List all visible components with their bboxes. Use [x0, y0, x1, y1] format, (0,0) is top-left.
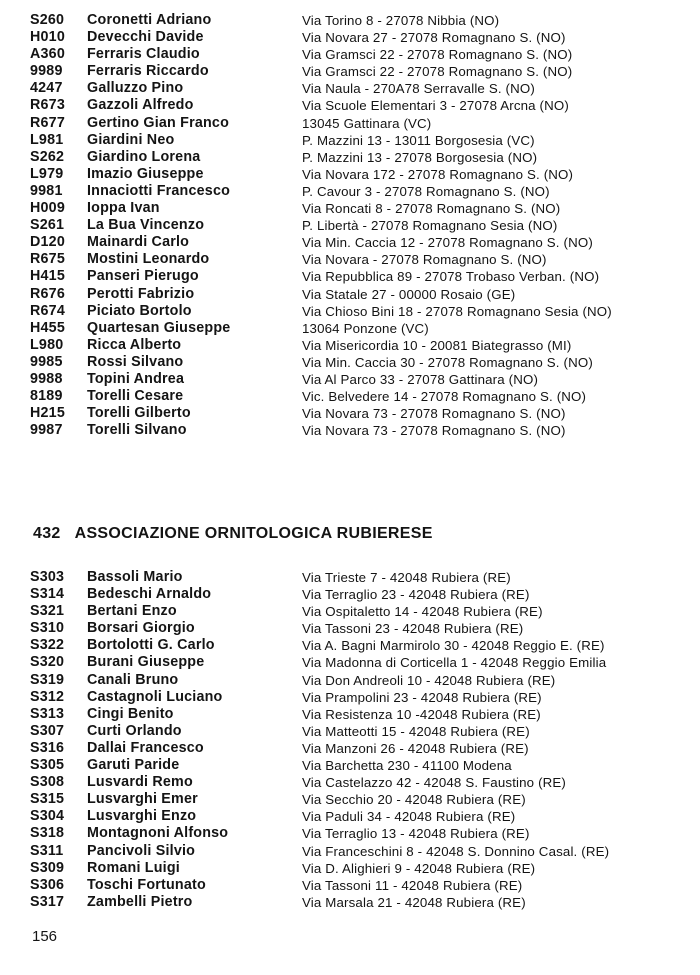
member-code: L980 [30, 336, 64, 353]
member-name: Canali Bruno [87, 671, 179, 688]
member-name: Lusvarghi Enzo [87, 808, 197, 825]
member-name: Ferraris Riccardo [87, 63, 209, 80]
member-code: S309 [30, 859, 65, 876]
member-name: Bertani Enzo [87, 603, 177, 620]
member-row [0, 843, 700, 860]
member-address: Via Tassoni 23 - 42048 Rubiera (RE) [302, 621, 524, 637]
member-address: Via Paduli 34 - 42048 Rubiera (RE) [302, 809, 516, 825]
member-address: Via Franceschini 8 - 42048 S. Donnino Casal. (RE) [302, 843, 610, 859]
member-address: Via Novara 73 - 27078 Romagnano S. (NO) [302, 406, 566, 422]
member-code: H455 [30, 319, 65, 336]
member-row [0, 860, 700, 877]
member-name: Galluzzo Pino [87, 80, 184, 97]
member-row [0, 877, 700, 894]
member-name: Giardino Lorena [87, 148, 201, 165]
member-row [0, 200, 700, 217]
member-address: Via Gramsci 22 - 27078 Romagnano S. (NO) [302, 64, 573, 80]
member-row [0, 603, 700, 620]
member-name: Coronetti Adriano [87, 12, 212, 28]
member-name: Gertino Gian Franco [87, 114, 230, 131]
member-name: Zambelli Pietro [87, 893, 193, 910]
member-row [0, 63, 700, 80]
member-code: R677 [30, 114, 65, 131]
member-address: Via Torino 8 - 27078 Nibbia (NO) [302, 13, 500, 28]
member-name: Torelli Gilberto [87, 405, 191, 422]
member-row [0, 132, 700, 149]
member-row [0, 183, 700, 200]
member-address: Via Trieste 7 - 42048 Rubiera (RE) [302, 570, 511, 585]
member-name: Toschi Fortunato [87, 876, 206, 893]
member-code: S310 [30, 620, 65, 637]
member-name: Bedeschi Arnaldo [87, 586, 212, 603]
member-code: S262 [30, 148, 65, 165]
member-row [0, 268, 700, 285]
member-name: Perotti Fabrizio [87, 285, 195, 302]
member-name: Lusvardi Remo [87, 774, 193, 791]
member-row [0, 689, 700, 706]
member-address: Via Barchetta 230 - 41100 Modena [302, 758, 512, 774]
member-row [0, 791, 700, 808]
member-name: Torelli Cesare [87, 388, 184, 405]
member-row [0, 825, 700, 842]
member-row [0, 251, 700, 268]
member-address: Via Chioso Bini 18 - 27078 Romagnano Sesia (NO) [302, 303, 612, 319]
member-code: S314 [30, 586, 65, 603]
member-address: Via Terraglio 23 - 42048 Rubiera (RE) [302, 587, 530, 603]
member-row [0, 620, 700, 637]
member-name: Cingi Benito [87, 705, 174, 722]
member-address: Vic. Belvedere 14 - 27078 Romagnano S. (NO) [302, 389, 587, 405]
member-address: P. Cavour 3 - 27078 Romagnano S. (NO) [302, 183, 550, 199]
member-code: S318 [30, 825, 65, 842]
member-name: Curti Orlando [87, 722, 182, 739]
member-code: L979 [30, 165, 64, 182]
member-code: S307 [30, 722, 65, 739]
member-name: Gazzoli Alfredo [87, 97, 194, 114]
member-code: S313 [30, 705, 65, 722]
member-name: La Bua Vincenzo [87, 217, 205, 234]
member-row [0, 354, 700, 371]
member-row [0, 405, 700, 422]
member-name: Devecchi Davide [87, 29, 204, 46]
member-code: S261 [30, 217, 65, 234]
member-row [0, 217, 700, 234]
member-row [0, 337, 700, 354]
member-row [0, 320, 700, 337]
member-code: S315 [30, 791, 65, 808]
member-code: R675 [30, 251, 65, 268]
member-code: 9988 [30, 370, 63, 387]
member-code: S304 [30, 808, 65, 825]
member-name: Bassoli Mario [87, 569, 183, 585]
member-code: 4247 [30, 80, 63, 97]
member-code: 9989 [30, 63, 63, 80]
member-code: S320 [30, 654, 65, 671]
member-row [0, 286, 700, 303]
member-code: S308 [30, 774, 65, 791]
member-address: Via Don Andreoli 10 - 42048 Rubiera (RE) [302, 672, 556, 688]
member-address: Via Repubblica 89 - 27078 Trobaso Verban. (NO) [302, 269, 600, 285]
member-code: S306 [30, 876, 65, 893]
member-code: S312 [30, 688, 65, 705]
member-address: Via Novara - 27078 Romagnano S. (NO) [302, 252, 547, 268]
page-number: 156 [32, 928, 58, 945]
member-address: Via Terraglio 13 - 42048 Rubiera (RE) [302, 826, 530, 842]
member-code: R673 [30, 97, 65, 114]
member-name: Giardini Neo [87, 131, 175, 148]
member-row [0, 774, 700, 791]
member-list-bottom [0, 569, 700, 911]
member-row [0, 166, 700, 183]
member-row [0, 757, 700, 774]
member-row [0, 97, 700, 114]
member-address: Via Min. Caccia 30 - 27078 Romagnano S. (NO) [302, 354, 593, 370]
member-name: Burani Giuseppe [87, 654, 205, 671]
member-name: Quartesan Giuseppe [87, 319, 231, 336]
member-row [0, 740, 700, 757]
member-code: S260 [30, 12, 65, 28]
member-address: Via Scuole Elementari 3 - 27078 Arcna (NO) [302, 98, 569, 114]
member-code: 8189 [30, 388, 63, 405]
member-address: Via Novara 172 - 27078 Romagnano S. (NO) [302, 166, 574, 182]
member-code: S319 [30, 671, 65, 688]
member-row [0, 569, 700, 586]
member-address: Via Naula - 270A78 Serravalle S. (NO) [302, 81, 535, 97]
member-name: Mainardi Carlo [87, 234, 190, 251]
member-name: Bortolotti G. Carlo [87, 637, 215, 654]
member-row [0, 234, 700, 251]
member-address: Via Secchio 20 - 42048 Rubiera (RE) [302, 792, 526, 808]
member-row [0, 894, 700, 911]
member-name: Rossi Silvano [87, 353, 184, 370]
member-address: Via Marsala 21 - 42048 Rubiera (RE) [302, 894, 526, 910]
member-address: Via Roncati 8 - 27078 Romagnano S. (NO) [302, 201, 561, 217]
member-code: S316 [30, 739, 65, 756]
member-code: H215 [30, 405, 65, 422]
member-name: Ricca Alberto [87, 336, 182, 353]
member-code: H010 [30, 29, 65, 46]
member-name: Pancivoli Silvio [87, 842, 196, 859]
member-code: H415 [30, 268, 65, 285]
member-address: Via Prampolini 23 - 42048 Rubiera (RE) [302, 689, 542, 705]
member-address: Via Novara 27 - 27078 Romagnano S. (NO) [302, 30, 566, 46]
member-address: Via Misericordia 10 - 20081 Biategrasso (MI) [302, 337, 572, 353]
member-row [0, 808, 700, 825]
member-address: Via Min. Caccia 12 - 27078 Romagnano S. (NO) [302, 235, 593, 251]
member-name: Ioppa Ivan [87, 200, 160, 217]
member-address: Via Tassoni 11 - 42048 Rubiera (RE) [302, 877, 523, 893]
member-row [0, 80, 700, 97]
member-address: Via Gramsci 22 - 27078 Romagnano S. (NO) [302, 47, 573, 63]
member-row [0, 706, 700, 723]
member-address: Via Resistenza 10 -42048 Rubiera (RE) [302, 706, 541, 722]
member-code: 9987 [30, 422, 63, 439]
section-heading [33, 525, 433, 543]
section-title: ASSOCIAZIONE ORNITOLOGICA RUBIERESE [74, 525, 433, 542]
member-address: Via Castelazzo 42 - 42048 S. Faustino (RE) [302, 775, 566, 791]
member-address: 13064 Ponzone (VC) [302, 320, 429, 336]
member-row [0, 303, 700, 320]
member-name: Mostini Leonardo [87, 251, 210, 268]
member-address: P. Libertà - 27078 Romagnano Sesia (NO) [302, 218, 558, 234]
member-row [0, 115, 700, 132]
member-address: 13045 Gattinara (VC) [302, 115, 432, 131]
member-name: Castagnoli Luciano [87, 688, 223, 705]
member-code: D120 [30, 234, 65, 251]
member-address: Via A. Bagni Marmirolo 30 - 42048 Reggio E. (RE) [302, 638, 605, 654]
member-code: H009 [30, 200, 65, 217]
member-row [0, 672, 700, 689]
member-row [0, 422, 700, 439]
member-name: Innaciotti Francesco [87, 182, 231, 199]
member-code: S303 [30, 569, 65, 585]
member-address: Via Statale 27 - 00000 Rosaio (GE) [302, 286, 516, 302]
member-name: Ferraris Claudio [87, 46, 200, 63]
member-code: S322 [30, 637, 65, 654]
member-address: Via Al Parco 33 - 27078 Gattinara (NO) [302, 371, 539, 387]
member-name: Topini Andrea [87, 370, 185, 387]
member-address: Via Novara 73 - 27078 Romagnano S. (NO) [302, 423, 566, 439]
member-code: S317 [30, 893, 65, 910]
member-name: Piciato Bortolo [87, 302, 192, 319]
member-name: Romani Luigi [87, 859, 180, 876]
member-row [0, 12, 700, 29]
member-name: Dallai Francesco [87, 739, 204, 756]
member-row [0, 371, 700, 388]
member-code: S305 [30, 757, 65, 774]
member-name: Imazio Giuseppe [87, 165, 204, 182]
member-code: 9981 [30, 182, 63, 199]
member-name: Panseri Pierugo [87, 268, 199, 285]
member-address: P. Mazzini 13 - 27078 Borgosesia (NO) [302, 149, 538, 165]
section-number: 432 [33, 525, 61, 542]
member-row [0, 586, 700, 603]
member-row [0, 29, 700, 46]
member-name: Montagnoni Alfonso [87, 825, 229, 842]
member-row [0, 723, 700, 740]
member-address: Via Matteotti 15 - 42048 Rubiera (RE) [302, 723, 530, 739]
member-name: Lusvarghi Emer [87, 791, 198, 808]
member-address: Via D. Alighieri 9 - 42048 Rubiera (RE) [302, 860, 536, 876]
member-name: Garuti Paride [87, 757, 180, 774]
member-code: A360 [30, 46, 65, 63]
member-row [0, 637, 700, 654]
member-address: Via Manzoni 26 - 42048 Rubiera (RE) [302, 740, 529, 756]
member-code: R676 [30, 285, 65, 302]
member-address: P. Mazzini 13 - 13011 Borgosesia (VC) [302, 132, 535, 148]
member-code: L981 [30, 131, 64, 148]
member-row [0, 388, 700, 405]
member-row [0, 46, 700, 63]
member-name: Borsari Giorgio [87, 620, 195, 637]
member-code: S321 [30, 603, 65, 620]
member-row [0, 149, 700, 166]
member-list-top [0, 12, 700, 439]
member-name: Torelli Silvano [87, 422, 187, 439]
member-code: R674 [30, 302, 65, 319]
member-code: 9985 [30, 353, 63, 370]
member-address: Via Madonna di Corticella 1 - 42048 Reggio Emilia [302, 655, 607, 671]
member-address: Via Ospitaletto 14 - 42048 Rubiera (RE) [302, 604, 543, 620]
member-code: S311 [30, 842, 64, 859]
member-row [0, 654, 700, 671]
